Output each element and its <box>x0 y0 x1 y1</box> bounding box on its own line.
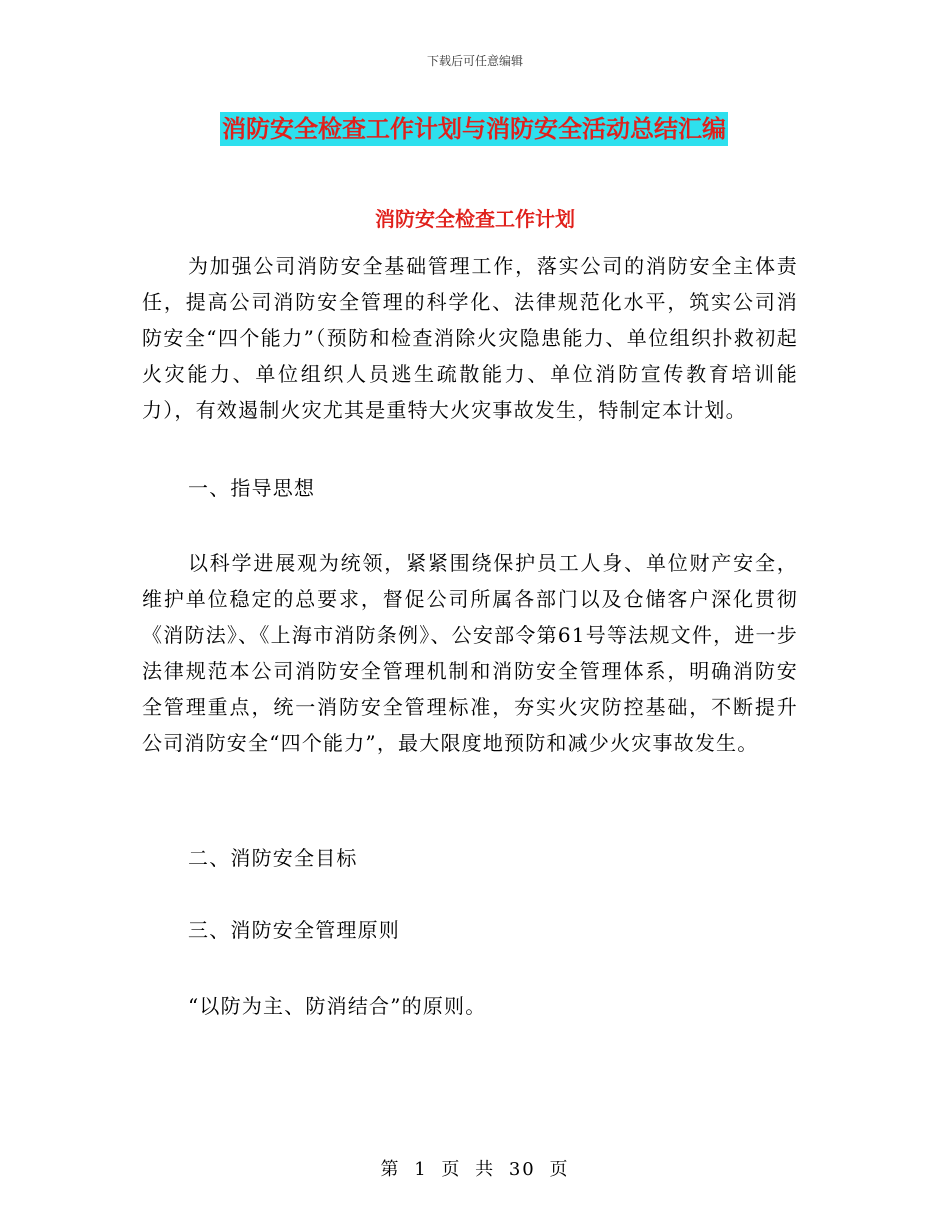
heading-guiding-ideology: 一、指导思想 <box>188 476 316 500</box>
document-title: 消防安全检查工作计划与消防安全活动总结汇编 <box>220 112 728 146</box>
heading-management-principles: 三、消防安全管理原则 <box>188 918 400 942</box>
page-footer: 第 1 页 共 30 页 <box>380 1159 570 1180</box>
principle-text: “以防为主、防消结合”的原则。 <box>188 994 487 1018</box>
heading-safety-goals: 二、消防安全目标 <box>188 846 358 870</box>
section-title: 消防安全检查工作计划 <box>375 207 575 231</box>
header-note: 下载后可任意编辑 <box>426 54 523 68</box>
guiding-ideology-paragraph: 以科学进展观为统领，紧紧围绕保护员工人身、单位财产安全，维护单位稳定的总要求，督促公司所属各部门以及仓储客户深化贯彻《消防法》、《上海市消防条例》、公安部令第61号等法规文件，进一步法律规范本公司消防安全管理机制和消防安全管理体系，明确消防安全管理重点，统一消防安全管理标准，夯实火灾防控基础，不断提升公司消防安全“四个能力”，最大限度地预防和减少火灾事故发生。 <box>142 551 798 755</box>
intro-paragraph: 为加强公司消防安全基础管理工作，落实公司的消防安全主体责任，提高公司消防安全管理的科学化、法律规范化水平，筑实公司消防安全“四个能力”（预防和检查消除火灾隐患能力、单位组织扑救初起火灾能力、单位组织人员逃生疏散能力、单位消防宣传教育培训能力），有效遏制火灾尤其是重特大火灾事故发生，特制定本计划。 <box>142 254 798 422</box>
